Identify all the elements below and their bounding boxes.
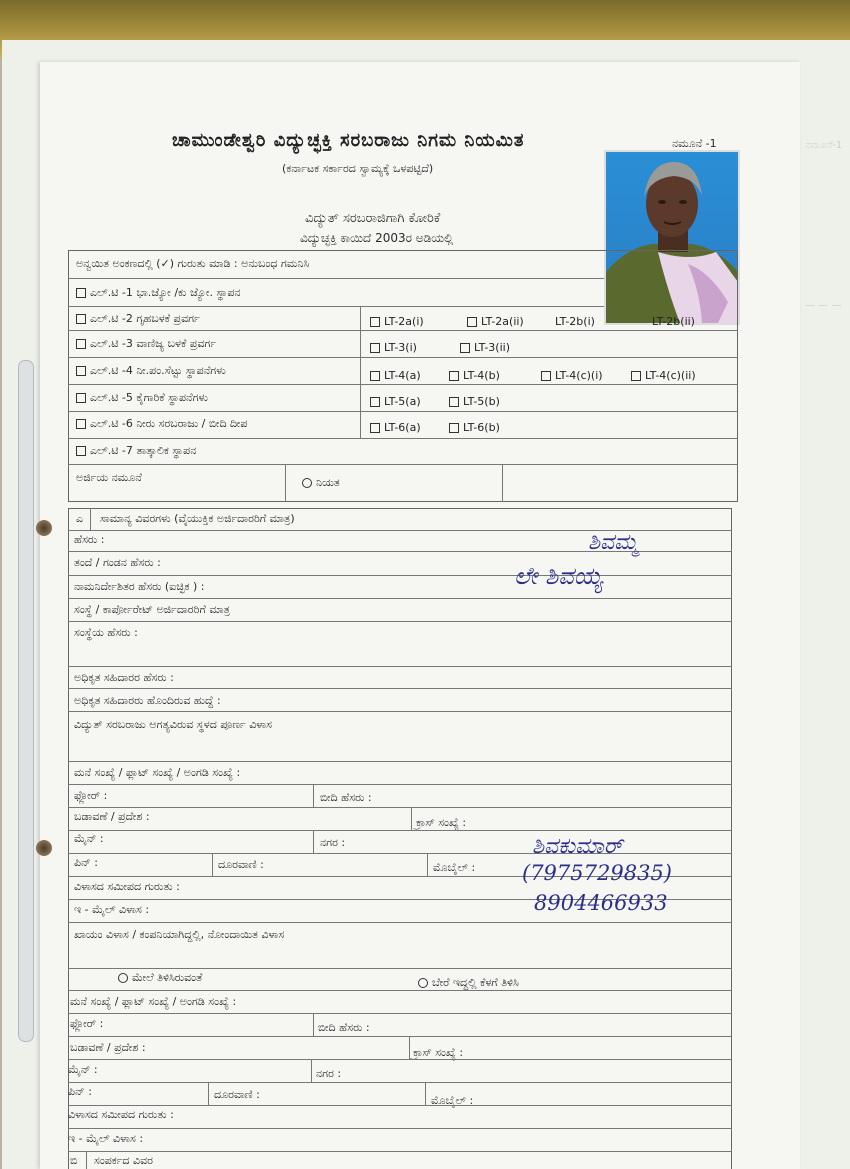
field-pin-label: ಪಿನ್ : (74, 856, 98, 869)
field-floor-label-2: ಫ್ಲೋರ್ : (70, 1017, 104, 1030)
radio-icon (118, 973, 128, 983)
divider (68, 411, 738, 412)
column-divider (425, 1082, 426, 1105)
divider (68, 1151, 732, 1152)
field-father-label: ತಂದೆ / ಗಂಡನ ಹೆಸರು : (74, 556, 161, 569)
divider (68, 922, 732, 923)
column-divider (427, 853, 428, 876)
divider (68, 438, 738, 439)
divider (68, 1013, 732, 1014)
field-cross-label-2: ಕ್ರಾಸ್ ಸಂಖ್ಯೆ : (413, 1046, 464, 1059)
field-phone-label: ದೂರವಾಣಿ : (218, 858, 264, 871)
page-title: ಚಾಮುಂಡೇಶ್ವರಿ ವಿದ್ಯುಚ್ಛಕ್ತಿ ಸರಬರಾಜು ನಿಗಮ ನಿಯಮಿತ (172, 130, 525, 151)
tariff-instruction: ಅನ್ವಯಿತ ಅಂಕಣದಲ್ಲಿ (✓) ಗುರುತು ಮಾಡಿ : ಅನುಬಂಧ ಗಮನಿಸಿ (76, 257, 310, 270)
handwritten-mobile-1: (7975729835) (522, 861, 672, 885)
radio-icon (302, 478, 312, 488)
field-org-name-label: ಸಂಸ್ಥೆಯ ಹೆಸರು : (74, 626, 138, 639)
field-phone-label-2: ದೂರವಾಣಿ : (214, 1088, 260, 1101)
field-city-label: ನಗರ : (320, 836, 346, 849)
tariff-row (76, 286, 241, 300)
form-number: ನಮೂನೆ -1 (672, 137, 717, 150)
divider (68, 807, 732, 808)
binder-hole (36, 520, 52, 536)
option-lt6-b[interactable]: LT-6(b) (449, 421, 500, 434)
field-email-label: ಇ - ಮೈಲ್ ವಿಳಾಸ : (74, 903, 150, 916)
field-city-label-2: ನಗರ : (316, 1067, 342, 1080)
field-name-label: ಹೆಸರು : (74, 533, 105, 546)
divider (68, 968, 732, 969)
divider (68, 1059, 732, 1060)
option-lt4-c-ii[interactable]: LT-4(c)(ii) (631, 369, 696, 382)
option-lt5-a[interactable]: LT-5(a) (370, 395, 421, 408)
tariff-label: ಎಲ್.ಟಿ -1 ಭಾ.ಜ್ಯೋ /ಕು ಜ್ಯೋ. ಸ್ಥಾಪನ (90, 286, 241, 299)
option-lt3-ii[interactable]: LT-3(ii) (460, 341, 510, 354)
divider (68, 330, 738, 331)
tariff-row (76, 337, 216, 351)
section-a-title: ಸಾಮಾನ್ಯ ವಿವರಗಳು (ವೈಯುಕ್ತಿಕ ಅರ್ಜಿದಾರರಿಗೆ ಮಾತ್ರ) (100, 512, 295, 525)
tariff-checkbox[interactable] (76, 314, 86, 324)
column-divider (502, 464, 503, 502)
field-supply-address-label: ವಿದ್ಯುತ್ ಸರಬರಾಜು ಅಗತ್ಯವಿರುವ ಸ್ಥಳದ ಪೂರ್ಣ ವಿಳಾಸ (74, 718, 272, 731)
column-divider (313, 784, 314, 807)
tariff-row (76, 364, 226, 378)
divider (68, 853, 732, 854)
field-house-no-label: ಮನೆ ಸಂಖ್ಯೆ / ಫ್ಲಾಟ್ ಸಂಖ್ಯೆ / ಅಂಗಡಿ ಸಂಖ್ಯೆ : (74, 766, 241, 779)
field-permanent-address-label: ಖಾಯಂ ವಿಳಾಸ / ಕಂಪನಿಯಾಗಿದ್ದಲ್ಲಿ, ನೋಂದಾಯಿತ ವಿಳಾಸ (74, 928, 285, 941)
divider (68, 575, 732, 576)
binder-rod (18, 360, 34, 1042)
divider (68, 688, 732, 689)
tariff-checkbox[interactable] (76, 419, 86, 429)
divider (68, 711, 732, 712)
tariff-label: ಎಲ್.ಟಿ -3 ವಾಣಿಜ್ಯ ಬಳಕೆ ಪ್ರವರ್ಗ (90, 337, 217, 350)
option-lt2b-i[interactable]: LT-2b(i) (555, 315, 595, 328)
tariff-row (76, 417, 247, 431)
field-street-label: ಬೀದಿ ಹೆಸರು : (320, 791, 372, 804)
tariff-checkbox[interactable] (76, 446, 86, 456)
field-main-label-2: ಮೈನ್ : (68, 1063, 98, 1076)
divider (68, 1082, 732, 1083)
column-divider (285, 464, 286, 502)
column-divider (86, 1151, 87, 1169)
option-lt4-a[interactable]: LT-4(a) (370, 369, 421, 382)
option-lt6-a[interactable]: LT-6(a) (370, 421, 421, 434)
show-through-text: — — — (805, 300, 842, 311)
option-lt4-c-i[interactable]: LT-4(c)(i) (541, 369, 603, 382)
binder-hole (36, 840, 52, 856)
column-divider (208, 1082, 209, 1105)
column-divider (411, 807, 412, 830)
column-divider (313, 1013, 314, 1036)
show-through-text: ನಮೂನೆ-1 (805, 140, 843, 151)
tariff-label: ಎಲ್.ಟಿ -5 ಕೈಗಾರಿಕೆ ಸ್ಥಾಪನೆಗಳು (90, 391, 209, 404)
handwritten-mobile-2: 8904466933 (534, 891, 668, 915)
tariff-label: ಎಲ್.ಟಿ -2 ಗೃಹಬಳಕೆ ಪ್ರವರ್ಗ (90, 312, 200, 325)
option-lt2b-ii[interactable]: LT-2b(ii) (652, 315, 695, 328)
field-street-label-2: ಬೀದಿ ಹೆಸರು : (318, 1021, 370, 1034)
section-a-marker: ಎ (76, 512, 84, 525)
field-main-label: ಮೈನ್ : (74, 832, 104, 845)
field-pin-label-2: ಪಿನ್ : (68, 1085, 92, 1098)
tariff-row (76, 391, 208, 405)
option-lt2a-ii[interactable]: LT-2a(ii) (467, 315, 524, 328)
divider (68, 306, 604, 307)
tariff-checkbox[interactable] (76, 339, 86, 349)
divider (68, 784, 732, 785)
request-title: ವಿದ್ಯುತ್ ಸರಬರಾಜಿಗಾಗಿ ಕೋರಿಕೆ (305, 211, 441, 226)
column-divider (313, 830, 314, 853)
field-house-no-label-2: ಮನೆ ಸಂಖ್ಯೆ / ಫ್ಲಾಟ್ ಸಂಖ್ಯೆ / ಅಂಗಡಿ ಸಂಖ್ಯೆ : (70, 995, 237, 1008)
divider (68, 384, 738, 385)
application-type-regular[interactable]: ನಿಯತ (302, 476, 340, 490)
divider (68, 621, 732, 622)
field-email-label-2: ಇ - ಮೈಲ್ ವಿಳಾಸ : (68, 1132, 144, 1145)
field-locality-label-2: ಬಡಾವಣೆ / ಪ್ರದೇಶ : (70, 1041, 146, 1054)
field-locality-label: ಬಡಾವಣೆ / ಪ್ರದೇಶ : (74, 810, 150, 823)
field-cross-label: ಕ್ರಾಸ್ ಸಂಖ್ಯೆ : (416, 816, 467, 829)
divider (68, 464, 738, 465)
option-lt3-i[interactable]: LT-3(i) (370, 341, 417, 354)
divider (68, 761, 732, 762)
field-signatory-label: ಅಧಿಕೃತ ಸಹಿದಾರರ ಹೆಸರು : (74, 671, 174, 684)
option-lt4-b[interactable]: LT-4(b) (449, 369, 500, 382)
field-landmark-label-2: ವಿಳಾಸದ ಸಮೀಪದ ಗುರುತು : (68, 1108, 174, 1121)
column-divider (212, 853, 213, 876)
column-divider (311, 1059, 312, 1082)
act-line: ವಿದ್ಯುಚ್ಛಕ್ತಿ ಕಾಯಿದೆ 2003ರ ಅಡಿಯಲ್ಲಿ (300, 231, 454, 245)
field-designation-label: ಅಧಿಕೃತ ಸಹಿದಾರರು ಹೊಂದಿರುವ ಹುದ್ದೆ : (74, 694, 221, 707)
column-divider (360, 306, 361, 438)
divider (68, 666, 732, 667)
field-corporate-label: ಸಂಸ್ಥೆ / ಕಾರ್ಪೋರೇಟ್ ಅರ್ಜಿದಾರರಿಗೆ ಮಾತ್ರ (74, 603, 230, 616)
tariff-label: ಎಲ್.ಟಿ -7 ತಾತ್ಕಾಲಿಕ ಸ್ಥಾಪನ (90, 444, 197, 457)
divider (68, 278, 604, 279)
page-subtitle: (ಕರ್ನಾಟಕ ಸರ್ಕಾರದ ಸ್ವಾಮ್ಯಕ್ಕೆ ಒಳಪಟ್ಟಿದೆ) (282, 162, 434, 175)
divider (68, 598, 732, 599)
column-divider (409, 1036, 410, 1059)
tariff-checkbox[interactable] (76, 288, 86, 298)
application-type-label: ಅರ್ಜಿಯ ನಮೂನೆ (76, 471, 142, 484)
divider (68, 1128, 732, 1129)
field-mobile-label-2: ಮೊಬೈಲ್ : (431, 1094, 474, 1107)
radio-if-different[interactable]: ಬೇರೆ ಇದ್ದಲ್ಲಿ ಕೆಳಗೆ ತಿಳಿಸಿ (418, 976, 519, 990)
field-mobile-label: ಮೊಬೈಲ್ : (433, 861, 476, 874)
tariff-checkbox[interactable] (76, 393, 86, 403)
section-b-title: ಸಂಪರ್ಕದ ವಿವರ (94, 1154, 153, 1167)
tariff-row (76, 312, 200, 326)
radio-icon (418, 978, 428, 988)
column-divider (90, 508, 91, 530)
handwritten-father-name: ಲೇ ಶಿವಯ್ಯ (514, 562, 603, 590)
field-floor-label: ಫ್ಲೋರ್ : (74, 789, 108, 802)
divider (68, 1036, 732, 1037)
tariff-label: ಎಲ್.ಟಿ -6 ನೀರು ಸರಬರಾಜು / ಬೀದಿ ದೀಪ (90, 417, 248, 430)
divider (68, 1105, 732, 1106)
field-landmark-label: ವಿಳಾಸದ ಸಮೀಪದ ಗುರುತು : (74, 880, 180, 893)
option-lt2a-i[interactable]: LT-2a(i) (370, 315, 424, 328)
tariff-label: ಎಲ್.ಟಿ -4 ನೀ.ಪಂ.ಸೆಟ್ಟು ಸ್ಥಾಪನೆಗಳು (90, 364, 226, 377)
section-b-marker: ಬಿ (70, 1154, 78, 1167)
tariff-row (76, 444, 196, 458)
divider (68, 990, 732, 991)
divider (68, 357, 738, 358)
handwritten-name: ಶಿವಮ್ಮ (588, 530, 639, 555)
field-nominee-label: ನಾಮನಿರ್ದೇಶಿತರ ಹೆಸರು (ಐಚ್ಛಿಕ ) : (74, 580, 205, 593)
tariff-checkbox[interactable] (76, 366, 86, 376)
radio-same-as-above[interactable]: ಮೇಲೆ ತಿಳಿಸಿರುವಂತೆ (118, 971, 202, 985)
option-lt5-b[interactable]: LT-5(b) (449, 395, 500, 408)
handwritten-contact-name: ಶಿವಕುಮಾರ್ (532, 834, 623, 859)
divider (68, 830, 732, 831)
